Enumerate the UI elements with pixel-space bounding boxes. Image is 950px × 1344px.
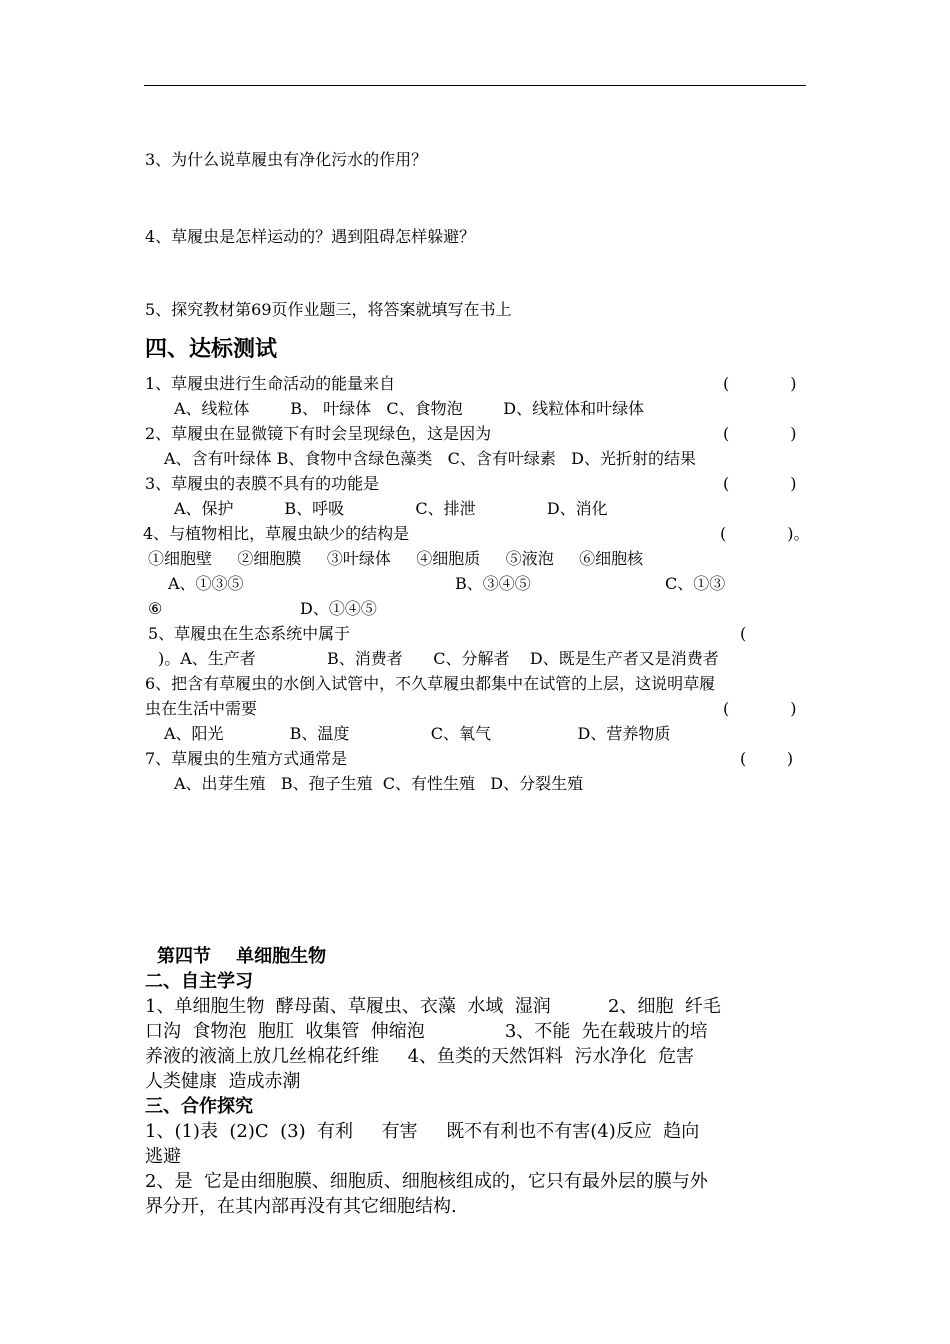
answer-part3-line: 1、(1)表 (2)C (3) 有利 有害 既不有利也不有害(4)反应 趋向 — [145, 1121, 700, 1142]
test-q2-options: A、含有叶绿体 B、食物中含绿色藻类 C、含有叶绿素 D、光折射的结果 — [164, 449, 696, 468]
test-q6-options: A、阳光 B、温度 C、氧气 D、营养物质 — [164, 724, 671, 743]
answer-part2-line: 1、单细胞生物 酵母菌、草履虫、衣藻 水域 湿润 2、细胞 纤毛 — [145, 996, 721, 1017]
test-q7-stem: 7、草履虫的生殖方式通常是 — [145, 749, 348, 768]
test-q3-options: A、保护 B、呼吸 C、排泄 D、消化 — [174, 499, 608, 518]
test-heading: 四、达标测试 — [145, 336, 278, 362]
test-q2-stem: 2、草履虫在显微镜下有时会呈现绿色，这是因为 — [145, 424, 492, 443]
test-q2-paren: ( ) — [723, 424, 797, 443]
test-q4-option-d: D、①④⑤ — [300, 599, 377, 618]
test-q4-option-c-cont: ⑥ — [148, 599, 163, 618]
test-q5-options: )。A、生产者 B、消费者 C、分解者 D、既是生产者又是消费者 — [158, 649, 719, 668]
test-q6-stem-2: 虫在生活中需要 — [145, 699, 258, 718]
answer-part2-heading: 二、自主学习 — [145, 971, 253, 992]
answer-part3-line: 界分开，在其内部再没有其它细胞结构. — [145, 1196, 457, 1217]
test-q6-paren: ( ) — [723, 699, 797, 718]
answer-part2-line: 人类健康 造成赤潮 — [145, 1071, 301, 1092]
test-q4-option-b: B、③④⑤ — [455, 574, 531, 593]
test-q1-options: A、线粒体 B、 叶绿体 C、食物泡 D、线粒体和叶绿体 — [174, 399, 645, 418]
test-q4-option-a: A、①③⑤ — [168, 574, 244, 593]
test-q3-stem: 3、草履虫的表膜不具有的功能是 — [145, 474, 380, 493]
test-q1-paren: ( ) — [723, 374, 797, 393]
answer-part2-line: 养液的液滴上放几丝棉花纤维 4、鱼类的天然饵料 污水净化 危害 — [145, 1046, 694, 1067]
test-q4-option-c: C、①③ — [665, 574, 726, 593]
test-q1-stem: 1、草履虫进行生命活动的能量来自 — [145, 374, 396, 393]
test-q7-paren: ( ) — [740, 749, 794, 768]
test-q7-options: A、出芽生殖 B、孢子生殖 C、有性生殖 D、分裂生殖 — [174, 774, 584, 793]
header-rule — [144, 85, 806, 86]
test-q3-paren: ( ) — [723, 474, 797, 493]
test-q4-stem: 4、与植物相比，草履虫缺少的结构是 — [143, 524, 410, 543]
test-q5-paren: ( — [740, 624, 747, 643]
test-q6-stem-1: 6、把含有草履虫的水倒入试管中，不久草履虫都集中在试管的上层，这说明草履 — [145, 674, 716, 693]
answer-part2-line: 口沟 食物泡 胞肛 收集管 伸缩泡 3、不能 先在载玻片的培 — [145, 1021, 708, 1042]
question-3: 3、为什么说草履虫有净化污水的作用？ — [145, 150, 428, 169]
test-q4-paren: ( )。 — [720, 524, 810, 543]
question-5: 5、探究教材第69页作业题三，将答案就填写在书上 — [145, 300, 512, 319]
answer-part3-heading: 三、合作探究 — [145, 1096, 253, 1117]
answer-part3-line: 逃避 — [145, 1146, 181, 1167]
answer-section-title: 第四节 单细胞生物 — [157, 946, 327, 967]
answer-part3-line: 2、是 它是由细胞膜、细胞质、细胞核组成的，它只有最外层的膜与外 — [145, 1171, 708, 1192]
test-q5-stem: 5、草履虫在生态系统中属于 — [148, 624, 351, 643]
question-4: 4、草履虫是怎样运动的？遇到阻碍怎样躲避？ — [145, 227, 476, 246]
test-q4-items: ①细胞壁 ②细胞膜 ③叶绿体 ④细胞质 ⑤液泡 ⑥细胞核 — [148, 549, 644, 568]
